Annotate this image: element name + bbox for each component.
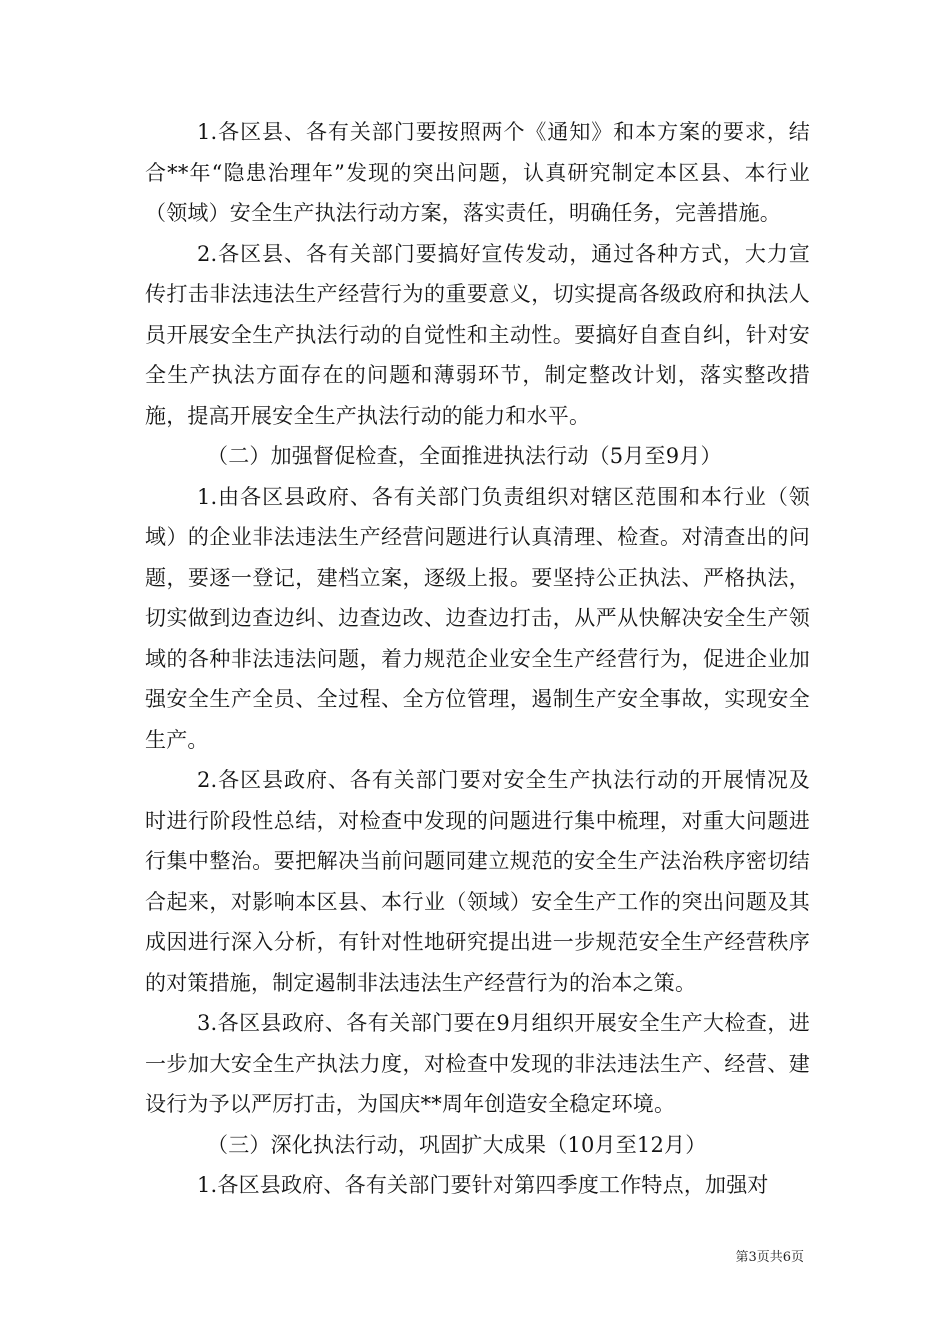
document-body — [145, 112, 810, 1206]
section-heading-3: （三）深化执法行动，巩固扩大成果（10月至12月） — [207, 1132, 707, 1157]
paragraph-6: 1.各区县政府、各有关部门要针对第四季度工作特点，加强对 — [197, 1173, 769, 1197]
paragraph-4: 2.各区县政府、各有关部门要对安全生产执法行动的开展情况及时进行阶段性总结，对检查中发现的问题进行集中梳理，对重大问题进行集中整治。要把解决当前问题同建立规范的安全生产法治秩序密切结合起来，对影响本区县、本行业（领域）安全生产工作的突出问题及其成因进行深入分析，有针对性地研究提出进一步规范安全生产经营秩序的对策措施，制定遏制非法违法生产经营行为的治本之策。 — [145, 768, 810, 995]
paragraph-2: 2.各区县、各有关部门要搞好宣传发动，通过各种方式，大力宣传打击非法违法生产经营行为的重要意义，切实提高各级政府和执法人员开展安全生产执法行动的自觉性和主动性。要搞好自查自纠，针对安全生产执法方面存在的问题和薄弱环节，制定整改计划，落实整改措施，提高开展安全生产执法行动的能力和水平。 — [145, 241, 810, 428]
paragraph-3: 1.由各区县政府、各有关部门负责组织对辖区范围和本行业（领域）的企业非法违法生产经营问题进行认真清理、检查。对清查出的问题，要逐一登记，建档立案，逐级上报。要坚持公正执法、严格执法，切实做到边查边纠、边查边改、边查边打击，从严从快解决安全生产领域的各种非法违法问题，着力规范企业安全生产经营行为，促进企业加强安全生产全员、全过程、全方位管理，遏制生产安全事故，实现安全生产。 — [145, 484, 810, 752]
section-heading-2: （二）加强督促检查，全面推进执法行动（5月至9月） — [207, 444, 722, 468]
paragraph-1: 1.各区县、各有关部门要按照两个《通知》和本方案的要求，结合**年“隐患治理年”发现的突出问题，认真研究制定本区县、本行业（领域）安全生产执法行动方案，落实责任，明确任务，完善措施。 — [145, 120, 810, 225]
paragraph-5: 3.各区县政府、各有关部门要在9月组织开展安全生产大检查，进一步加大安全生产执法力度，对检查中发现的非法违法生产、经营、建设行为予以严厉打击，为国庆**周年创造安全稳定环境。 — [145, 1011, 810, 1116]
page-number: 第3页共6页 — [735, 1250, 804, 1265]
